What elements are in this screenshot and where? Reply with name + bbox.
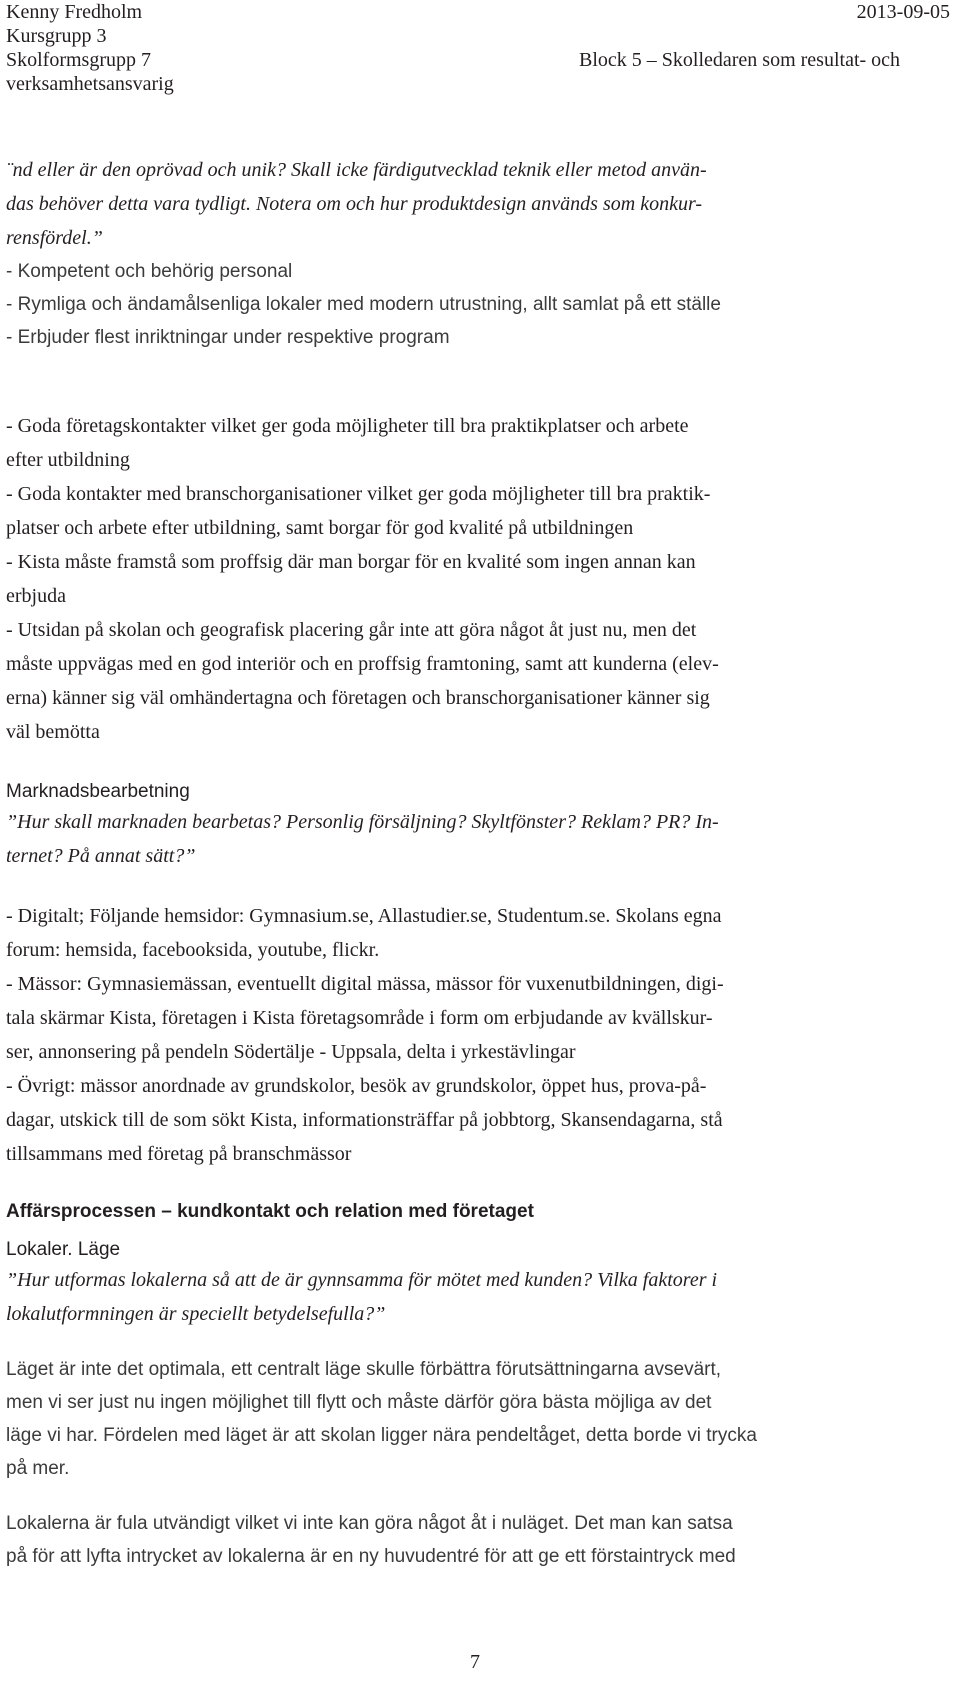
- page-number: 7: [470, 1651, 480, 1673]
- quote-line: rensfördel.”: [6, 227, 103, 249]
- section-heading-marketing: Marknadsbearbetning: [6, 781, 190, 802]
- points-list: [6, 409, 952, 749]
- list-item: - Erbjuder flest inriktningar under respektive program: [6, 327, 450, 348]
- paragraph-premises: [6, 1507, 952, 1573]
- list-item-line: efter utbildning: [6, 449, 130, 471]
- paragraph-line: Lokalerna är fula utvändigt vilket vi inte kan göra något åt i nuläget. Det man kan satsa: [6, 1513, 733, 1534]
- school-form-group: Skolformsgrupp 7: [6, 49, 151, 71]
- paragraph-line: läge vi har. Fördelen med läget är att skolan ligger nära pendeltåget, detta borde vi trycka: [6, 1425, 757, 1446]
- marketing-list: [6, 899, 952, 1171]
- list-item: - Kompetent och behörig personal: [6, 261, 293, 282]
- paragraph-line: på mer.: [6, 1458, 70, 1479]
- author-name: Kenny Fredholm: [6, 1, 143, 23]
- question-line: lokalutformningen är speciellt betydelsefulla?”: [6, 1303, 386, 1325]
- page-content: [6, 153, 952, 1573]
- responsibility: verksamhetsansvarig: [6, 73, 174, 95]
- list-item-line: - Övrigt: mässor anordnade av grundskolor, besök av grundskolor, öppet hus, prova-på-: [6, 1075, 707, 1097]
- list-item-line: - Mässor: Gymnasiemässan, eventuellt digital mässa, mässor för vuxenutbildningen, digi-: [6, 973, 724, 995]
- list-item-line: tala skärmar Kista, företagen i Kista företagsområde i form om erbjudande av kvällskur-: [6, 1007, 713, 1029]
- list-item-line: - Digitalt; Följande hemsidor: Gymnasium.se, Allastudier.se, Studentum.se. Skolans egna: [6, 905, 722, 927]
- list-item-line: erna) känner sig väl omhändertagna och företagen och branschorganisationer känner sig: [6, 687, 710, 709]
- paragraph-line: Läget är inte det optimala, ett centralt läge skulle förbättra förutsättningarna avsevärt,: [6, 1359, 722, 1380]
- question-line: ternet? På annat sätt?”: [6, 845, 196, 867]
- list-item-line: ser, annonsering på pendeln Södertälje - Uppsala, delta i yrkestävlingar: [6, 1041, 576, 1063]
- subheading-premises: Lokaler. Läge: [6, 1239, 121, 1260]
- list-item-line: - Goda kontakter med branschorganisationer vilket ger goda möjligheter till bra praktik-: [6, 483, 711, 505]
- list-item-line: dagar, utskick till de som sökt Kista, informationsträffar på jobbtorg, Skansendagarna, stå: [6, 1109, 723, 1131]
- list-item: - Rymliga och ändamålsenliga lokaler med modern utrustning, allt samlat på ett ställe: [6, 294, 721, 315]
- header-date: 2013-09-05: [856, 1, 950, 23]
- quote-line: das behöver detta vara tydligt. Notera om och hur produktdesign används som konkur-: [6, 193, 702, 215]
- header-block-title: Block 5 – Skolledaren som resultat- och: [579, 49, 901, 71]
- list-item-line: - Goda företagskontakter vilket ger goda möjligheter till bra praktikplatser och arbete: [6, 415, 689, 437]
- paragraph-location: [6, 1353, 952, 1485]
- header-left: [6, 0, 174, 96]
- question-line: ”Hur skall marknaden bearbetas? Personlig försäljning? Skyltfönster? Reklam? PR? In-: [6, 811, 719, 833]
- list-item-line: erbjuda: [6, 585, 66, 607]
- strengths-list: [6, 255, 952, 354]
- marketing-question: [6, 805, 952, 873]
- list-item-line: väl bemötta: [6, 721, 100, 743]
- paragraph-line: men vi ser just nu ingen möjlighet till flytt och måste därför göra bästa möjliga av det: [6, 1392, 712, 1413]
- quote-line: ¨nd eller är den oprövad och unik? Skall icke färdigutvecklad teknik eller metod använ-: [6, 159, 707, 181]
- premises-question: [6, 1263, 952, 1331]
- list-item-line: forum: hemsida, facebooksida, youtube, flickr.: [6, 939, 380, 961]
- list-item-line: platser och arbete efter utbildning, samt borgar för god kvalité på utbildningen: [6, 517, 634, 539]
- section-heading-business-process: Affärsprocessen – kundkontakt och relation med företaget: [6, 1201, 534, 1222]
- paragraph-line: på för att lyfta intrycket av lokalerna är en ny huvudentré för att ge ett förstaintryck med: [6, 1546, 736, 1567]
- question-line: ”Hur utformas lokalerna så att de är gynnsamma för mötet med kunden? Vilka faktorer i: [6, 1269, 718, 1291]
- list-item-line: tillsammans med företag på branschmässor: [6, 1143, 352, 1165]
- list-item-line: - Kista måste framstå som proffsig där man borgar för en kvalité som ingen annan kan: [6, 551, 696, 573]
- list-item-line: måste uppvägas med en god interiör och en proffsig framtoning, samt att kunderna (elev-: [6, 653, 719, 675]
- intro-quote: [6, 153, 952, 255]
- list-item-line: - Utsidan på skolan och geografisk placering går inte att göra något åt just nu, men det: [6, 619, 697, 641]
- course-group: Kursgrupp 3: [6, 25, 107, 47]
